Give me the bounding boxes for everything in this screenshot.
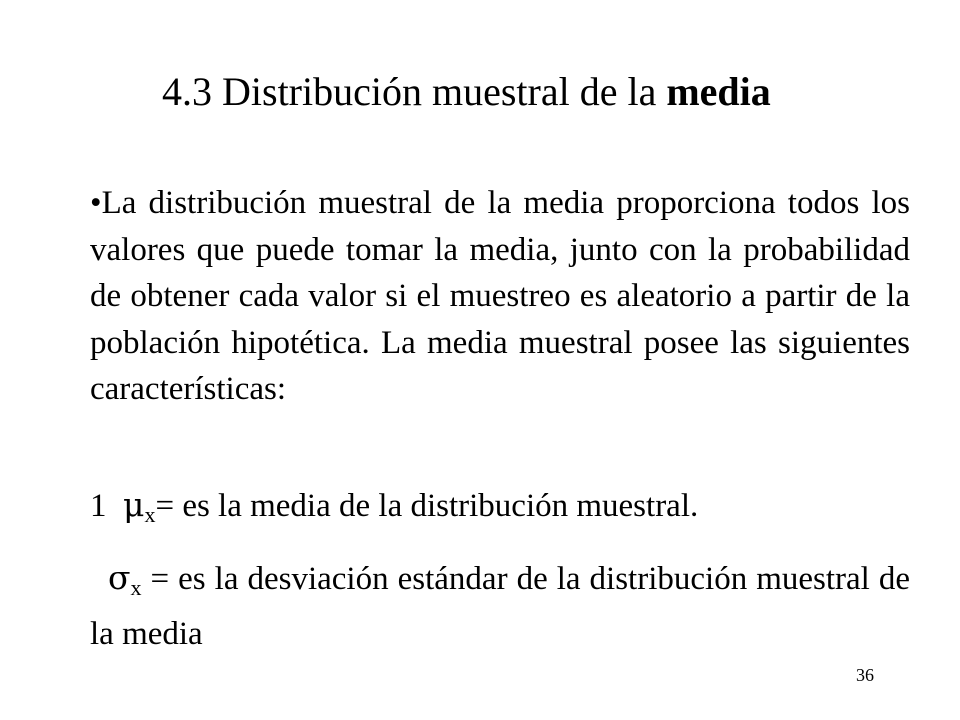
item-number: 1 xyxy=(90,488,107,524)
slide-title-bold: media xyxy=(666,69,771,114)
slide-title xyxy=(162,68,771,116)
mean-definition-text: = es la media de la distribución muestral. xyxy=(155,488,699,524)
sigma-subscript: x xyxy=(130,575,142,600)
sigma-symbol: σ xyxy=(108,558,131,597)
bullet-icon: • xyxy=(90,185,102,221)
page-number: 36 xyxy=(856,665,874,685)
std-definition-text: = es la desviación estándar de la distribución muestral de la media xyxy=(90,561,910,652)
paragraph-text: La distribución muestral de la media proporciona todos los valores que puede tomar la media, junto con la probabilidad de obtener cada valor si el muestreo es aleatorio a partir de la población hipotética. La media muestral posee las siguientes características: xyxy=(90,185,910,407)
mu-symbol: μ xyxy=(123,485,145,524)
mu-subscript: x xyxy=(144,502,156,527)
slide-title-text: 4.3 Distribución muestral de la xyxy=(162,69,667,114)
bullet-paragraph xyxy=(90,180,910,413)
std-definition xyxy=(90,555,910,657)
mean-definition xyxy=(90,482,910,538)
